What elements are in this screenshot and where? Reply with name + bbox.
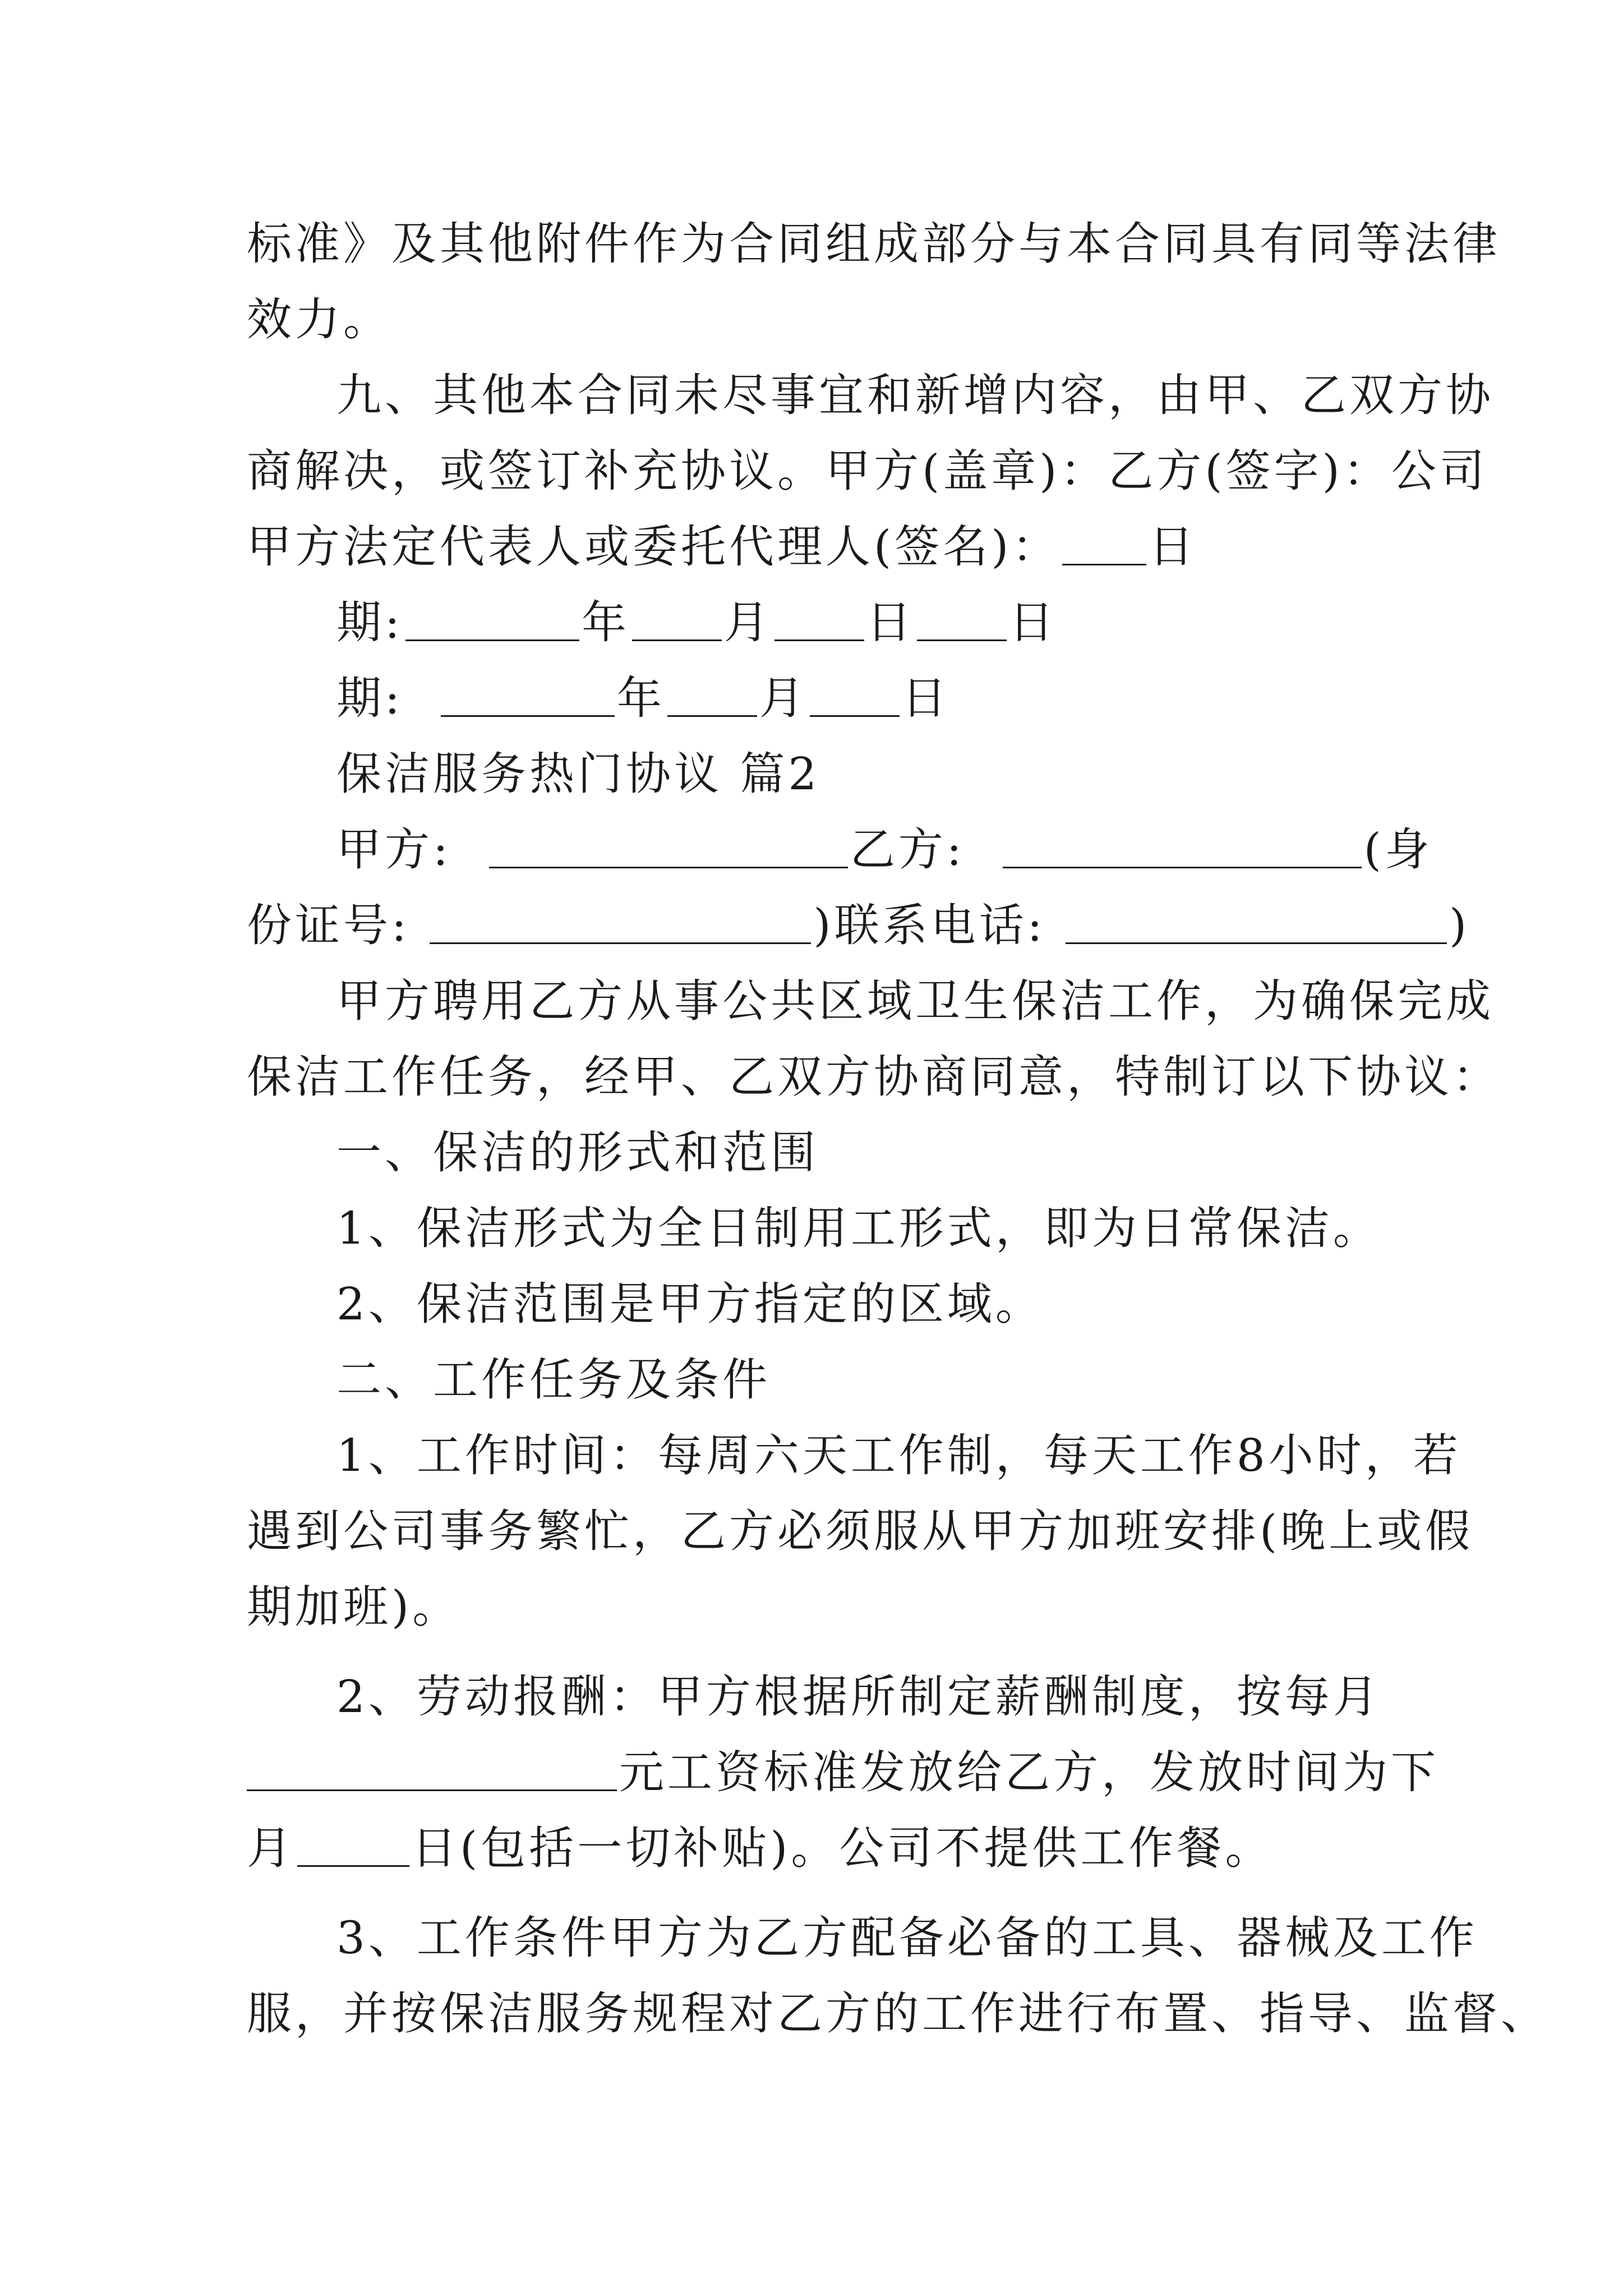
- text-span: 甲方法定代表人或委托代理人(签名)：: [247, 521, 1061, 573]
- blank-field: [667, 676, 757, 717]
- text-line: 2、劳动报酬：甲方根据所制定薪酬制度，按每月: [336, 1671, 1381, 1723]
- text-span: 日: [1149, 521, 1197, 573]
- date-line-1: [336, 595, 1391, 651]
- text-span: )联系电话:: [813, 899, 1046, 951]
- blank-field: [489, 827, 848, 868]
- payday-line: [247, 1820, 1391, 1876]
- blank-field: [774, 600, 864, 641]
- section-heading: 二、工作任务及条件: [336, 1354, 771, 1406]
- section-heading: 一、保洁的形式和范围: [336, 1126, 819, 1179]
- text-line: 1、工作时间：每周六天工作制，每天工作8小时，若: [336, 1429, 1461, 1481]
- blank-field: [247, 1750, 617, 1791]
- text-span: 年: [616, 672, 665, 724]
- text-line: 标准》及其他附件作为合同组成部分与本合同具有同等法律: [247, 218, 1501, 270]
- text-line: 2、保洁范围是甲方指定的区域。: [336, 1278, 1044, 1330]
- text-span: 日: [1008, 596, 1057, 648]
- text-span: 期:: [336, 596, 403, 648]
- text-line: 效力。: [247, 293, 391, 346]
- text-line: 遇到公司事务繁忙，乙方必须服从甲方加班安排(晚上或假: [247, 1505, 1474, 1557]
- blank-field: [1062, 524, 1146, 565]
- blank-field: [917, 600, 1007, 641]
- salary-line: [247, 1745, 1439, 1801]
- blank-field: [405, 600, 579, 641]
- party-line: [336, 822, 1433, 878]
- text-span: 日: [866, 596, 915, 648]
- text-line: 甲方聘用乙方从事公共区域卫生保洁工作，为确保完成: [336, 975, 1494, 1027]
- text-span: 月: [247, 1822, 295, 1874]
- text-line: 1、保洁形式为全日制用工形式，即为日常保洁。: [336, 1202, 1381, 1254]
- text-span: 月: [759, 672, 808, 724]
- text-span: 日: [901, 672, 950, 724]
- text-span: 元工资标准发放给乙方，发放时间为下: [619, 1746, 1439, 1798]
- text-span: 期:: [336, 672, 403, 724]
- blank-field: [632, 600, 722, 641]
- blank-field: [297, 1826, 409, 1867]
- section-heading: 保洁服务热门协议 篇2: [336, 748, 820, 800]
- text-line: 保洁工作任务，经甲、乙双方协商同意，特制订以下协议：: [247, 1051, 1501, 1103]
- text-line: 商解决，或签订补充协议。甲方(盖章)：乙方(签字)：公司: [247, 445, 1488, 497]
- paragraph-nine: 九、其他本合同未尽事宜和新增内容，由甲、乙双方协: [336, 369, 1494, 421]
- text-span: 份证号:: [247, 899, 410, 951]
- blank-field: [441, 676, 615, 717]
- blank-field: [810, 676, 900, 717]
- text-span: 甲方:: [336, 823, 451, 876]
- blank-field: [430, 903, 811, 944]
- text-span: ): [1449, 899, 1470, 951]
- signature-line: [247, 519, 1391, 575]
- text-line: 服，并按保洁服务规程对乙方的工作进行布置、指导、监督、: [247, 1987, 1549, 2040]
- text-span: 日(包括一切补贴)。公司不提供工作餐。: [412, 1822, 1274, 1874]
- text-span: 年: [581, 596, 630, 648]
- text-span: (身: [1363, 823, 1433, 876]
- text-line: 3、工作条件甲方为乙方配备必备的工具、器械及工作: [336, 1912, 1478, 1964]
- id-phone-line: [247, 898, 1470, 954]
- text-line: 期加班)。: [247, 1581, 461, 1633]
- blank-field: [1003, 827, 1362, 868]
- blank-field: [1066, 903, 1447, 944]
- date-line-2: [336, 670, 1391, 726]
- text-span: 月: [723, 596, 772, 648]
- text-span: 乙方:: [850, 823, 965, 876]
